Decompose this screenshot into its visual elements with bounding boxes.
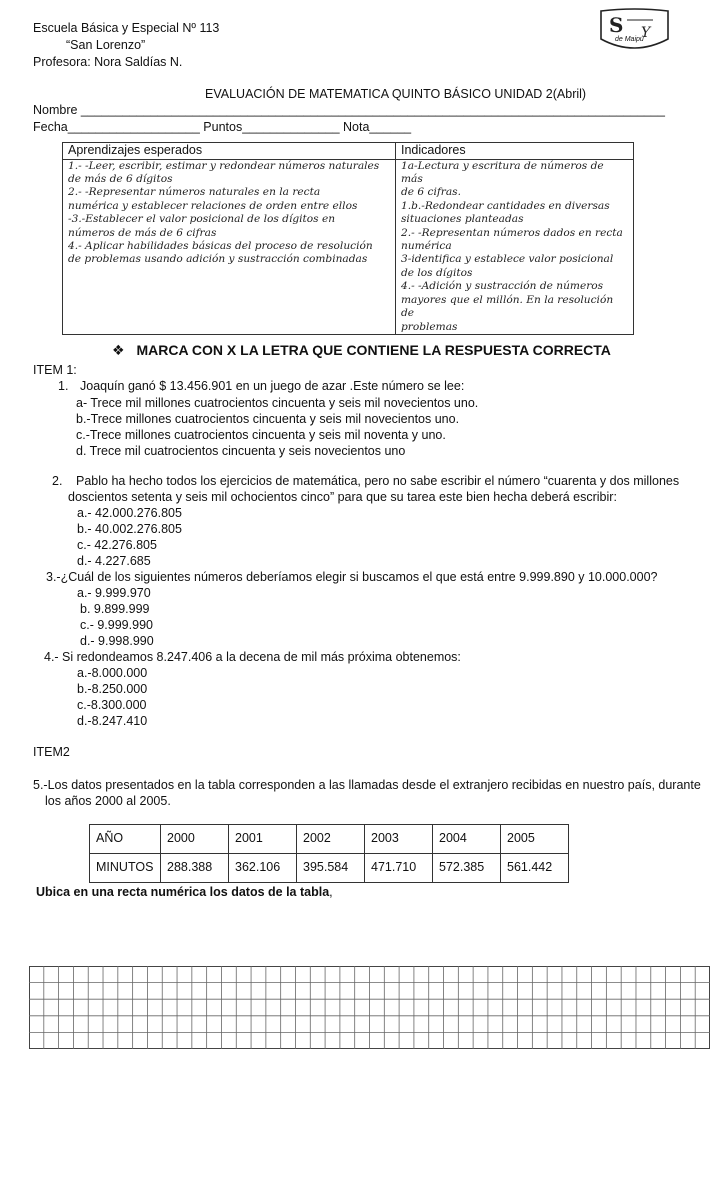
q4-text: 4.- Si redondeamos 8.247.406 a la decena de mil más próxima obtenemos: (44, 650, 461, 664)
number-line-instruction-bold: Ubica en una recta numérica los datos de la tabla (36, 885, 330, 899)
q1-text: Joaquín ganó $ 13.456.901 en un juego de azar .Este número se lee: (80, 379, 465, 393)
calls-row-minutes (90, 854, 569, 883)
q2-line1: Pablo ha hecho todos los ejercicios de matemática, pero no sabe escribir el número “cuarenta y dos millones (76, 474, 680, 488)
q3-option-b: b. 9.899.999 (80, 602, 150, 616)
number-line-instruction (36, 885, 333, 901)
item1-title: ITEM 1: (33, 363, 77, 377)
answer-grid (29, 966, 711, 1050)
number-line-instruction-tail: , (329, 885, 333, 899)
school-logo (597, 7, 672, 55)
q1-number: 1. (58, 379, 69, 393)
q1-option-c: c.-Trece millones cuatrocientos cincuenta y seis mil noventa y uno. (76, 428, 446, 442)
calls-row-years (90, 825, 569, 854)
date-points-field: Fecha___________________ Puntos______________ Nota______ (33, 120, 412, 134)
q1-option-d: d. Trece mil cuatrocientos cincuenta y seis novecientos uno (76, 444, 406, 458)
q3-option-a: a.- 9.999.970 (77, 586, 151, 600)
minutes-cell: 395.584 (297, 854, 365, 883)
col-header-indicators: Indicadores (396, 143, 634, 160)
row-label-minutes: MINUTOS (90, 854, 161, 883)
q5-line2: los años 2000 al 2005. (45, 794, 171, 808)
school-name: “San Lorenzo” (66, 38, 146, 52)
svg-text:Y: Y (641, 25, 651, 41)
indicator-line: 1a-Lectura y escritura de números de más (401, 159, 604, 186)
year-cell: 2002 (297, 825, 365, 854)
q5-line1: 5.-Los datos presentados en la tabla corresponden a las llamadas desde el extranjero recibidas en nuestro país, durante (33, 778, 701, 792)
minutes-cell: 572.385 (433, 854, 501, 883)
q2-number: 2. (52, 474, 63, 488)
indicator-line: 4.- -Adición y sustracción de números (401, 280, 604, 293)
learning-line: 1.- -Leer, escribir, estimar y redondear números naturales (68, 159, 380, 172)
q2-option-c: c.- 42.276.805 (77, 538, 157, 552)
q1-option-b: b.-Trece millones cuatrocientos cincuenta y seis mil novecientos uno. (76, 412, 460, 426)
learning-line: de más de 6 dígitos (68, 173, 173, 186)
q4-option-c: c.-8.300.000 (77, 698, 147, 712)
minutes-cell: 471.710 (365, 854, 433, 883)
indicator-line: numérica (401, 240, 452, 253)
logo-shield-icon (597, 7, 672, 55)
year-cell: 2005 (501, 825, 569, 854)
q2-line2: doscientos setenta y seis mil ochocientos cinco” para que su tarea este bien hecha deberá escribir: (68, 490, 617, 504)
indicator-line: problemas (401, 320, 458, 333)
indicator-line: de los dígitos (401, 266, 473, 279)
q3-option-c: c.- 9.999.990 (80, 618, 153, 632)
q3-option-d: d.- 9.998.990 (80, 634, 154, 648)
learning-line: -3.-Establecer el valor posicional de los dígitos en (68, 213, 336, 226)
learning-line: de problemas usando adición y sustracción combinadas (68, 253, 368, 266)
q2-option-a: a.- 42.000.276.805 (77, 506, 182, 520)
minutes-cell: 362.106 (229, 854, 297, 883)
indicator-line: mayores que el millón. En la resolución de (401, 293, 614, 320)
item2-title: ITEM2 (33, 745, 70, 759)
q3-text: 3.-¿Cuál de los siguientes números deberíamos elegir si buscamos el que está entre 9.999.890 y 10.000.000? (46, 570, 658, 584)
year-cell: 2001 (229, 825, 297, 854)
indicator-line: 3-identifica y establece valor posicional (401, 253, 614, 266)
teacher-line: Profesora: Nora Saldías N. (33, 55, 183, 69)
minutes-cell: 288.388 (161, 854, 229, 883)
svg-text:S: S (609, 13, 624, 37)
q1-option-a: a- Trece mil millones cuatrocientos cincuenta y seis mil novecientos uno. (76, 396, 479, 410)
learning-line: números de más de 6 cifras (68, 226, 217, 239)
instruction-text: MARCA CON X LA LETRA QUE CONTIENE LA RESPUESTA CORRECTA (136, 342, 611, 358)
q4-option-b: b.-8.250.000 (77, 682, 148, 696)
indicator-line: 1.b.-Redondear cantidades en diversas (401, 199, 610, 212)
year-cell: 2000 (161, 825, 229, 854)
year-cell: 2003 (365, 825, 433, 854)
minutes-cell: 561.442 (501, 854, 569, 883)
instruction (112, 342, 611, 360)
calls-table (89, 824, 569, 883)
name-field: Nombre ____________________________________________________________________________________ (33, 103, 665, 117)
q2-option-b: b.- 40.002.276.805 (77, 522, 182, 536)
indicator-line: 2.- -Representan números dados en recta (401, 226, 623, 239)
col-header-learning: Aprendizajes esperados (63, 143, 396, 160)
indicator-line: situaciones planteadas (401, 213, 524, 226)
indicators-cell (396, 159, 634, 334)
q4-option-a: a.-8.000.000 (77, 666, 148, 680)
q4-option-d: d.-8.247.410 (77, 714, 148, 728)
indicator-line: de 6 cifras. (401, 186, 461, 199)
learning-line: 4.- Aplicar habilidades básicas del proceso de resolución (68, 240, 373, 253)
diamond-bullet-icon: ❖ (112, 342, 125, 358)
learning-line: numérica y establecer relaciones de orden entre ellos (68, 199, 358, 212)
learning-cell (63, 159, 396, 334)
logo-text: de Maipú (615, 36, 644, 43)
objectives-table (62, 142, 634, 335)
learning-line: 2.- -Representar números naturales en la recta (68, 186, 321, 199)
school-line: Escuela Básica y Especial Nº 113 (33, 21, 220, 35)
row-label-year: AÑO (90, 825, 161, 854)
exam-title: EVALUACIÓN DE MATEMATICA QUINTO BÁSICO UNIDAD 2(Abril) (205, 87, 587, 101)
q2-option-d: d.- 4.227.685 (77, 554, 151, 568)
year-cell: 2004 (433, 825, 501, 854)
